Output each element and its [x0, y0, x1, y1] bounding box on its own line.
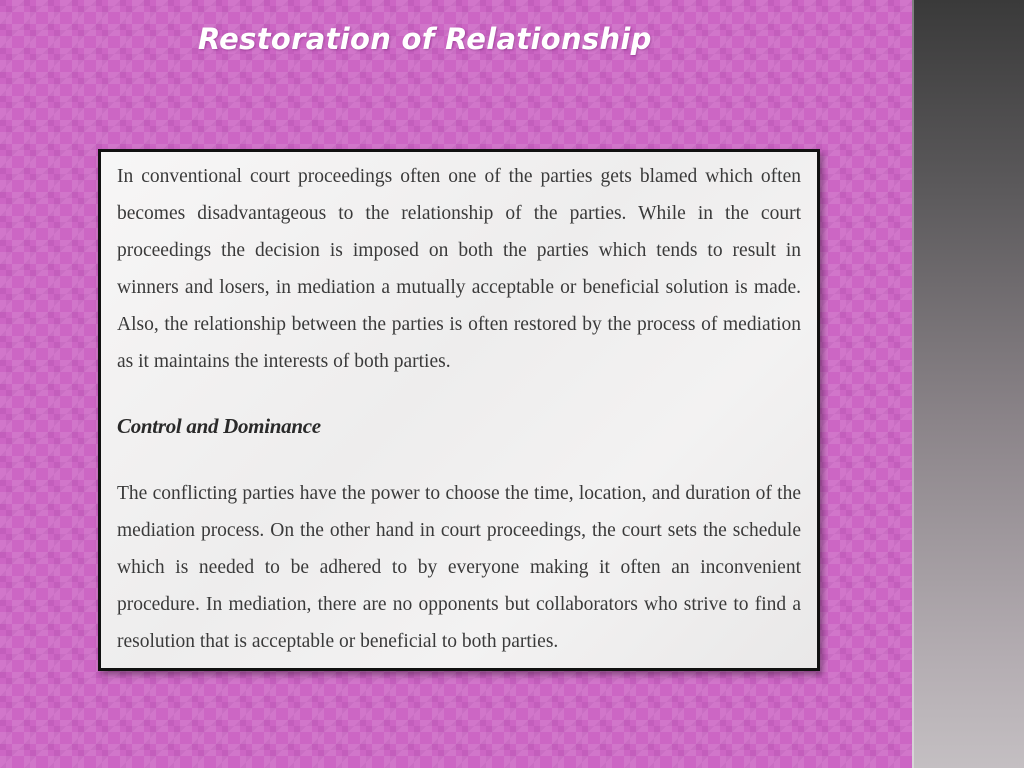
side-gradient-strip	[912, 0, 1024, 768]
slide-title: Restoration of Relationship	[198, 22, 652, 56]
paragraph-restoration: In conventional court proceedings often one of the parties gets blamed which often becomes disadvantageous to the relationship of the parties. While in the court proceedings the decision is imposed on both the parties which tends to result in winners and losers, in mediation a mutually acceptable or beneficial solution is made. Also, the relationship between the parties is often restored by the process of mediation as it maintains the interests of both parties.	[117, 166, 801, 372]
text-image-panel	[98, 149, 820, 671]
subheading-control-dominance: Control and Dominance	[117, 414, 321, 438]
paragraph-control: The conflicting parties have the power to choose the time, location, and duration of the mediation process. On the other hand in court proceedings, the court sets the schedule which is needed to be adhered to by everyone making it often an inconvenient procedure. In mediation, there are no opponents but collaborators who strive to find a resolution that is acceptable or beneficial to both parties.	[117, 483, 801, 652]
